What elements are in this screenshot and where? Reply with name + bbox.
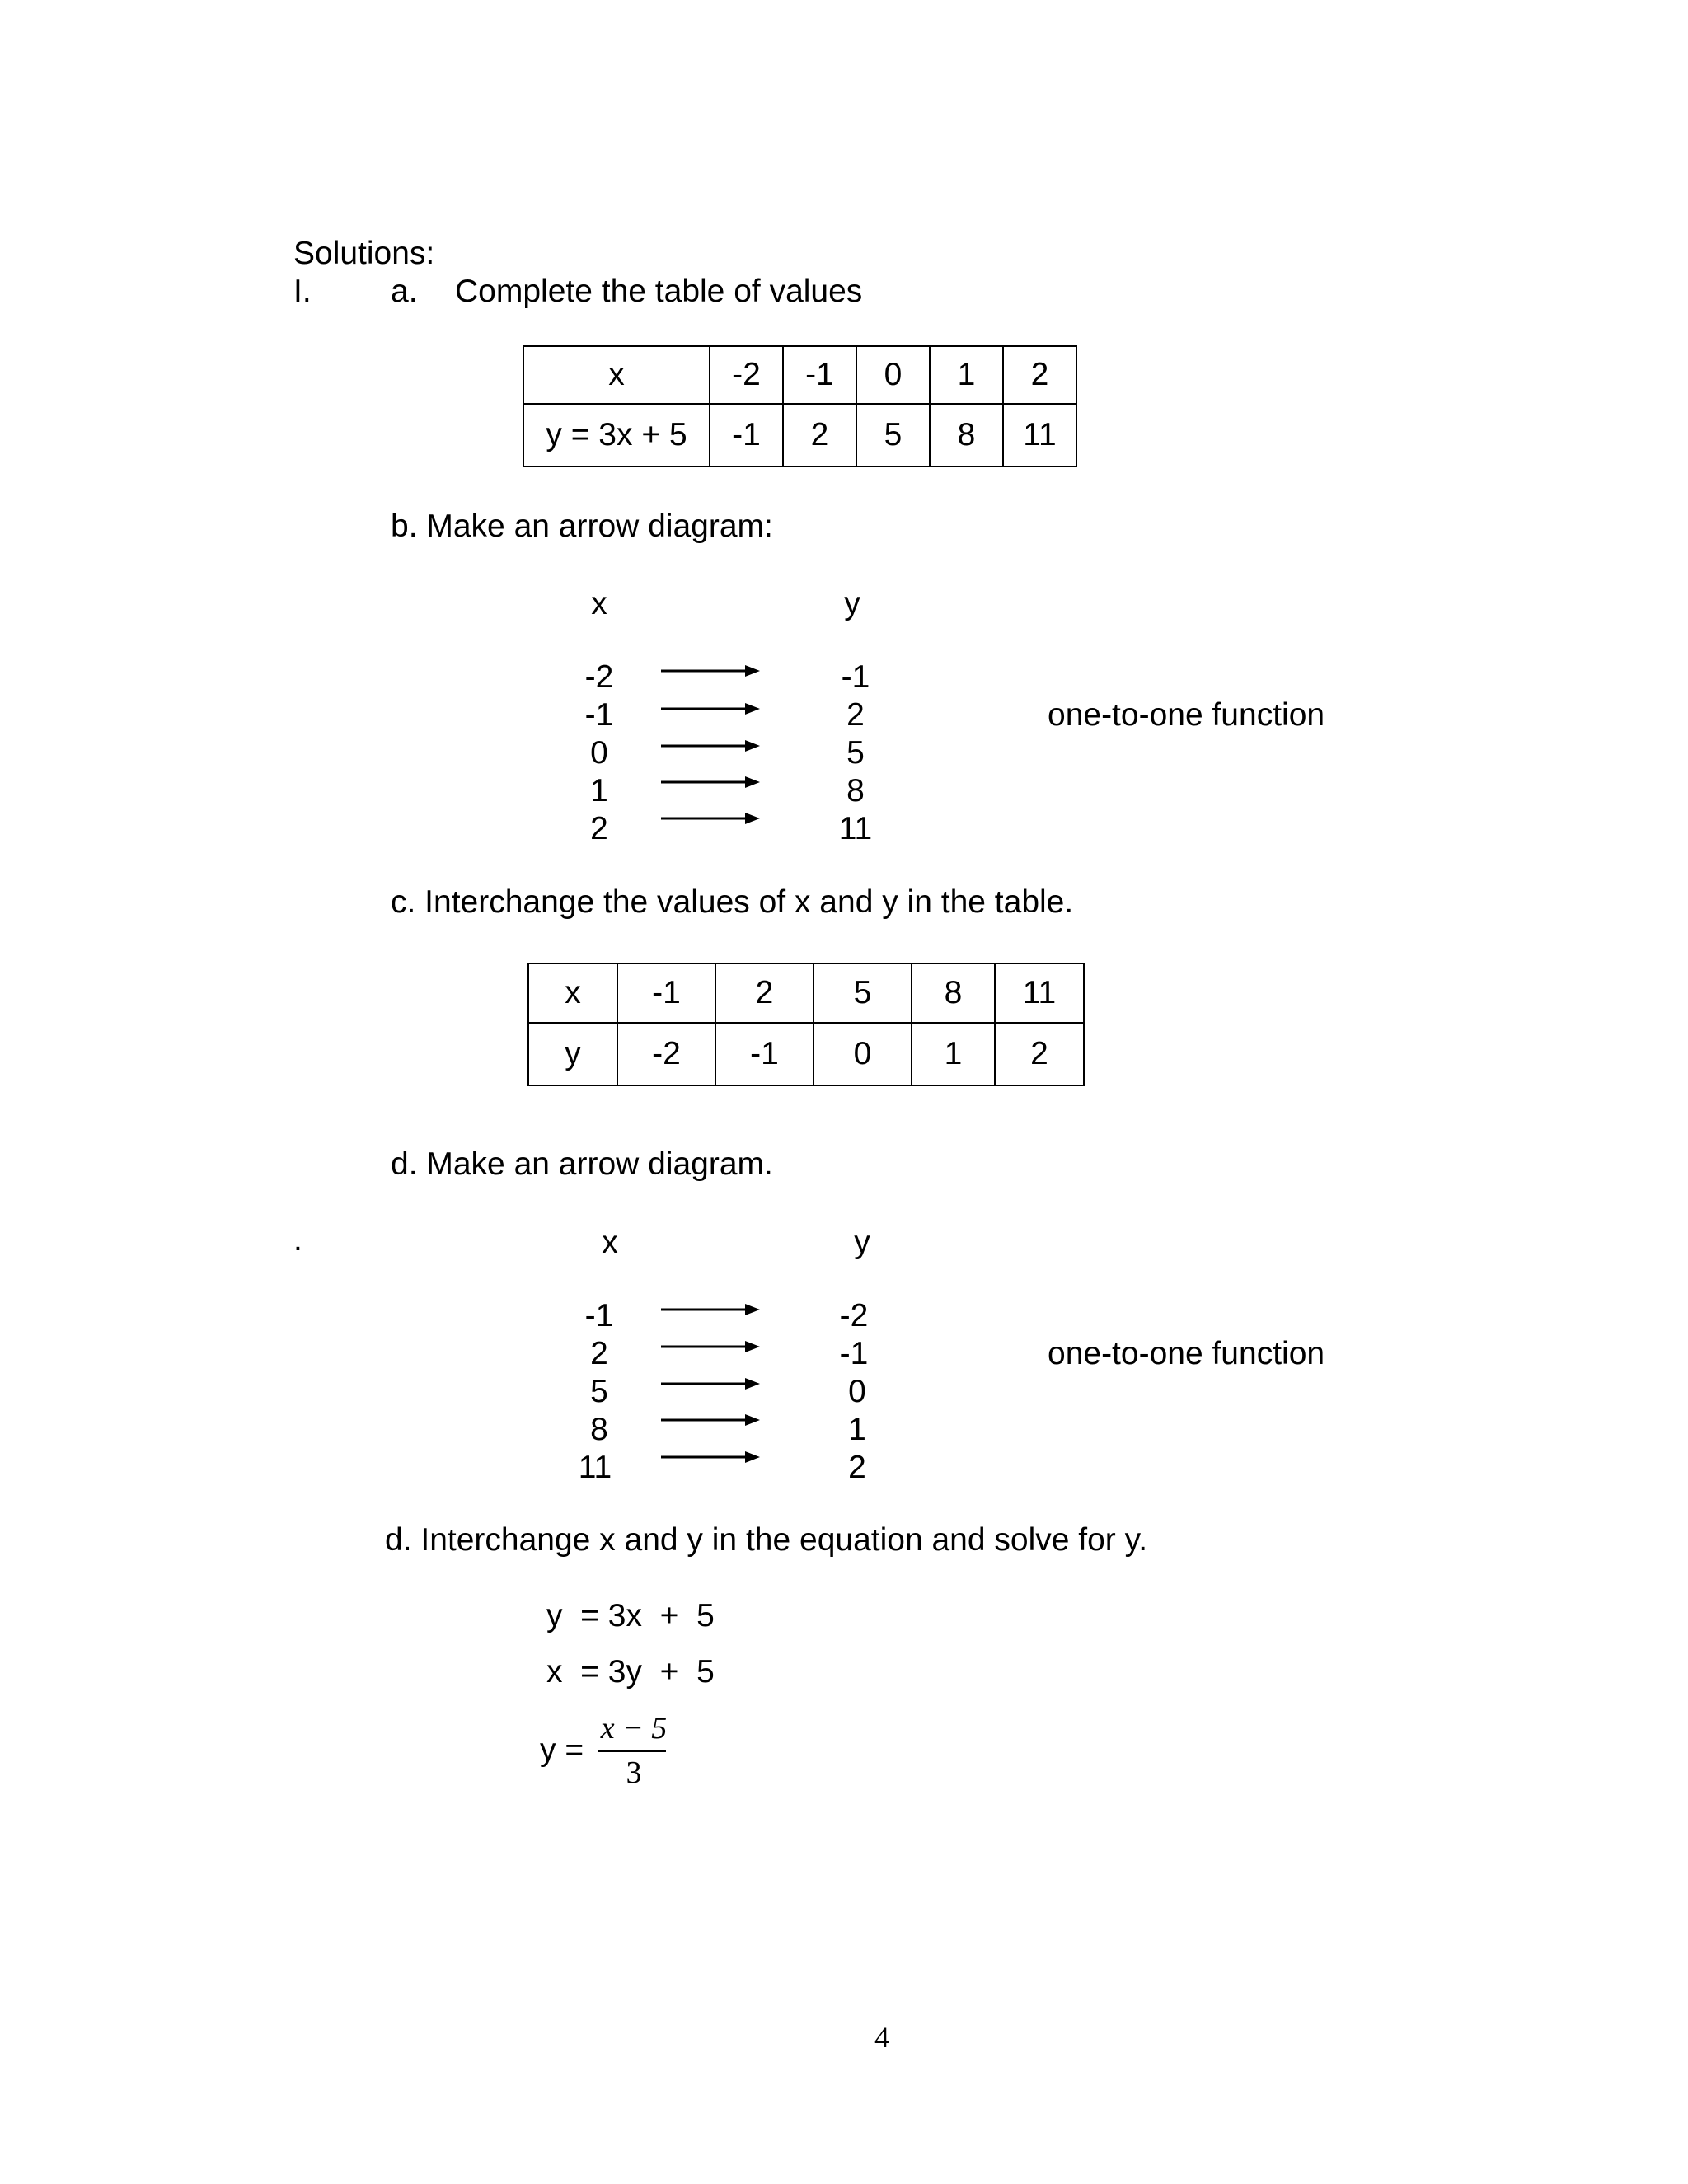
table-cell: 8 — [912, 963, 995, 1023]
fraction-bar — [598, 1750, 666, 1752]
table-header-cell: x — [523, 346, 710, 404]
mapping-arrow — [661, 1341, 760, 1352]
diagram1-y-value: 8 — [846, 773, 865, 808]
diagram2-note: one-to-one function — [1048, 1336, 1325, 1371]
table-cell: 5 — [856, 404, 930, 466]
diagram2-y-label: y — [854, 1225, 870, 1260]
mapping-arrow — [661, 1451, 760, 1463]
diagram2-y-value: 2 — [848, 1450, 866, 1485]
fraction-numerator: x − 5 — [600, 1711, 668, 1746]
diagram1-y-value: -1 — [841, 659, 870, 695]
table-cell: 1 — [930, 346, 1003, 404]
table-cell: 11 — [995, 963, 1084, 1023]
interchanged-table — [528, 963, 1085, 1086]
equation-interchanged: x = 3y + 5 — [546, 1654, 715, 1690]
mapping-arrow — [661, 776, 760, 788]
diagram1-y-value: 2 — [846, 697, 865, 733]
table-cell: -2 — [710, 346, 783, 404]
table-header-cell: x — [528, 963, 617, 1023]
table-cell: 2 — [783, 404, 856, 466]
table-cell: -1 — [783, 346, 856, 404]
table-cell: -1 — [710, 404, 783, 466]
table-cell: -1 — [617, 963, 715, 1023]
page-number: 4 — [874, 2021, 889, 2054]
equation-original: y = 3x + 5 — [546, 1598, 715, 1633]
diagram2-x-value: 2 — [590, 1336, 608, 1371]
mapping-arrow — [661, 1304, 760, 1315]
table-cell: 5 — [814, 963, 912, 1023]
table-row — [528, 1023, 1084, 1085]
values-table — [523, 345, 1077, 467]
table-cell: 2 — [715, 963, 814, 1023]
table-cell: -1 — [715, 1023, 814, 1085]
table-cell: 8 — [930, 404, 1003, 466]
table-cell: 2 — [1003, 346, 1076, 404]
part-c-instruction: c. Interchange the values of x and y in the table. — [391, 884, 1074, 920]
mapping-arrow — [661, 813, 760, 824]
part-d-equation-instruction: d. Interchange x and y in the equation and solve for y. — [385, 1522, 1148, 1558]
part-a-letter: a. — [391, 274, 418, 309]
diagram1-x-value: 0 — [590, 735, 608, 771]
part-d-arrow-instruction: d. Make an arrow diagram. — [391, 1146, 773, 1182]
part-b-instruction: b. Make an arrow diagram: — [391, 509, 773, 544]
diagram1-x-value: -2 — [584, 659, 614, 695]
table-cell: 2 — [995, 1023, 1084, 1085]
diagram1-y-label: y — [844, 586, 860, 621]
diagram2-y-value: -2 — [839, 1298, 869, 1333]
diagram2-x-label: x — [602, 1225, 618, 1260]
diagram1-arrows — [659, 663, 762, 827]
diagram1-note: one-to-one function — [1048, 697, 1325, 733]
part-a-instruction: Complete the table of values — [455, 274, 863, 309]
diagram1-x-value: -1 — [584, 697, 614, 733]
mapping-arrow — [661, 703, 760, 715]
fraction-denominator: 3 — [626, 1755, 642, 1790]
equation-solved-lhs: y = — [540, 1732, 584, 1768]
diagram2-y-value: 1 — [848, 1412, 866, 1447]
table-header-cell: y — [528, 1023, 617, 1085]
mapping-arrow — [661, 1414, 760, 1426]
solutions-heading: Solutions: — [293, 236, 435, 271]
mapping-arrow — [661, 740, 760, 752]
roman-numeral: I. — [293, 274, 312, 309]
table-row — [528, 963, 1084, 1023]
diagram1-y-value: 11 — [838, 811, 873, 846]
table-row — [523, 346, 1076, 404]
diagram2-x-value: -1 — [584, 1298, 614, 1333]
diagram2-x-value: 11 — [578, 1450, 612, 1485]
diagram2-x-value: 8 — [590, 1412, 608, 1447]
table-header-cell: y = 3x + 5 — [523, 404, 710, 466]
table-row — [523, 404, 1076, 466]
table-cell: 11 — [1003, 404, 1076, 466]
diagram1-x-label: x — [591, 586, 607, 621]
diagram1-x-value: 1 — [590, 773, 608, 808]
mapping-arrow — [661, 1378, 760, 1390]
table-cell: -2 — [617, 1023, 715, 1085]
stray-period: . — [293, 1222, 302, 1258]
table-cell: 1 — [912, 1023, 995, 1085]
diagram2-x-value: 5 — [590, 1374, 608, 1409]
diagram1-y-value: 5 — [846, 735, 865, 771]
diagram2-y-value: 0 — [848, 1374, 866, 1409]
diagram2-arrows — [659, 1301, 762, 1466]
diagram2-y-value: -1 — [839, 1336, 869, 1371]
diagram1-x-value: 2 — [590, 811, 608, 846]
table-cell: 0 — [814, 1023, 912, 1085]
table-cell: 0 — [856, 346, 930, 404]
mapping-arrow — [661, 665, 760, 677]
